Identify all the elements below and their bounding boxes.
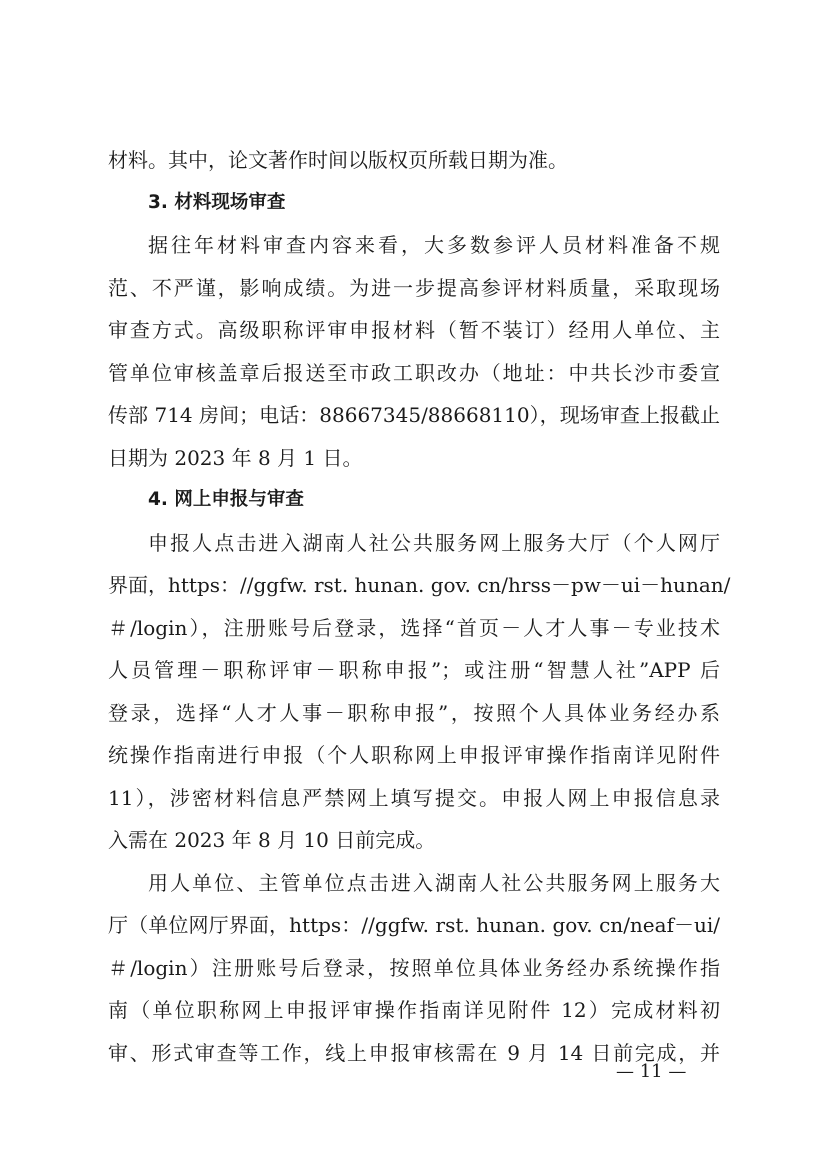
paragraph-line: 统操作指南进行申报（个人职称网上申报评审操作指南详见附件 <box>108 743 720 767</box>
paragraph-line: 传部 714 房间；电话：88667345/88668110），现场审查上报截止 <box>108 403 720 427</box>
paragraph-line: 厅（单位网厅界面，https：//ggfw. rst. hunan. gov. cn/neaf－ui/ <box>108 913 720 937</box>
paragraph-line: 南（单位职称网上申报评审操作指南详见附件 12）完成材料初 <box>108 998 720 1022</box>
page-number: — 11 — <box>616 1061 687 1082</box>
paragraph-line: 用人单位、主管单位点击进入湖南人社公共服务网上服务大 <box>148 870 720 895</box>
paragraph-line: 11），涉密材料信息严禁网上填写提交。申报人网上申报信息录 <box>108 785 720 810</box>
paragraph-line: ＃/login），注册账号后登录，选择“首页－人才人事－专业技术 <box>108 615 720 640</box>
paragraph-line: 据往年材料审查内容来看，大多数参评人员材料准备不规 <box>148 233 720 257</box>
paragraph-line: 申报人点击进入湖南人社公共服务网上服务大厅（个人网厅 <box>148 530 720 555</box>
paragraph-line: 界面，https：//ggfw. rst. hunan. gov. cn/hrss－pw－ui－hunan/ <box>108 573 731 597</box>
paragraph-line: ＃/login）注册账号后登录，按照单位具体业务经办系统操作指 <box>108 955 720 980</box>
section-heading-material-onsite-review: 3. 材料现场审查 <box>148 191 286 213</box>
paragraph-line: 审、形式审查等工作，线上申报审核需在 9 月 14 日前完成，并 <box>108 1040 720 1065</box>
paragraph-line: 范、不严谨，影响成绩。为进一步提高参评材料质量，采取现场 <box>108 275 720 300</box>
section-heading-online-application: 4. 网上申报与审查 <box>148 489 304 510</box>
paragraph-line: 登录，选择“人才人事－职称申报”，按照个人具体业务经办系 <box>108 700 720 725</box>
paragraph-line: 人员管理－职称评审－职称申报”；或注册“智慧人社”APP 后 <box>108 658 720 682</box>
paragraph-line: 管单位审核盖章后报送至市政工职改办（地址：中共长沙市委宣 <box>108 360 720 385</box>
paragraph-line: 日期为 2023 年 8 月 1 日。 <box>108 445 363 470</box>
document-body <box>108 139 731 1074</box>
paragraph-line: 材料。其中，论文著作时间以版权页所载日期为准。 <box>108 148 568 172</box>
paragraph-line: 入需在 2023 年 8 月 10 日前完成。 <box>108 828 436 852</box>
paragraph-line: 审查方式。高级职称评审申报材料（暂不装订）经用人单位、主 <box>108 318 720 342</box>
